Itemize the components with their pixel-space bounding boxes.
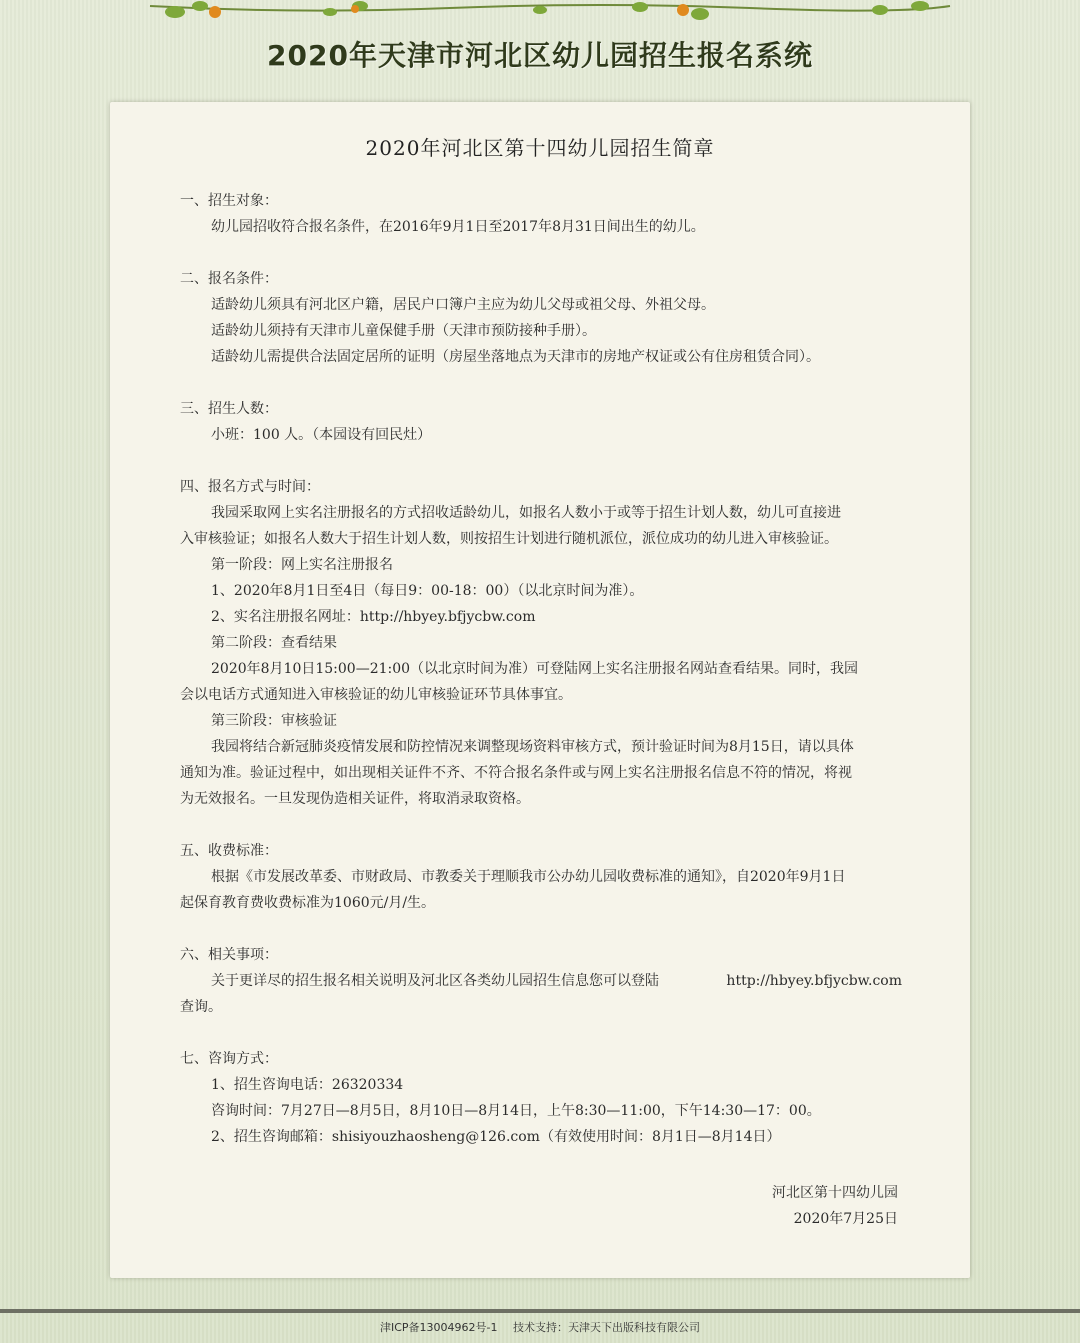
site-title: 2020年天津市河北区幼儿园招生报名系统	[267, 39, 813, 72]
section-text: 1、2020年8月1日至4日（每日9：00-18：00）（以北京时间为准）。	[211, 583, 644, 599]
icp-number[interactable]: 津ICP备13004962号-1	[379, 1321, 498, 1334]
section-text: 幼儿园招收符合报名条件，在2016年9月1日至2017年8月31日间出生的幼儿。	[211, 219, 705, 235]
section-text: 我园采取网上实名注册报名的方式招收适龄幼儿，如报名人数小于或等于招生计划人数，幼儿可直接进	[211, 505, 841, 521]
section-text: 通知为准。验证过程中，如出现相关证件不齐、不符合报名条件或与网上实名注册报名信息不符的情况，将视	[180, 765, 852, 781]
section-text: 入审核验证；如报名人数大于招生计划人数，则按招生计划进行随机派位，派位成功的幼儿进入审核验证。	[180, 531, 838, 547]
section-heading: 四、报名方式与时间：	[180, 479, 320, 495]
contact-phone: 1、招生咨询电话：26320334	[211, 1077, 404, 1093]
contact-hours: 咨询时间：7月27日—8月5日，8月10日—8月14日，上午8:30—11:00，下午14:30—17：00。	[211, 1103, 821, 1119]
section-registration-method	[180, 474, 902, 812]
section-enrollment-target	[180, 188, 902, 240]
section-text-row	[180, 968, 902, 994]
section-heading: 五、收费标准：	[180, 843, 278, 859]
section-text: 小班：100 人。（本园设有回民灶）	[211, 427, 432, 443]
section-text: 起保育教育费收费标准为1060元/月/生。	[180, 895, 436, 911]
section-text: 适龄幼儿需提供合法固定居所的证明（房屋坐落地点为天津市的房地产权证或公有住房租赁合同）。	[211, 349, 820, 365]
contact-email[interactable]: 2、招生咨询邮箱：shisiyouzhaosheng@126.com（有效使用时间：8月1日—8月14日）	[211, 1129, 781, 1145]
stage-heading: 第三阶段：审核验证	[211, 713, 337, 729]
signature-date: 2020年7月25日	[793, 1211, 898, 1227]
section-heading: 七、咨询方式：	[180, 1051, 278, 1067]
section-text: 为无效报名。一旦发现伪造相关证件，将取消录取资格。	[180, 791, 530, 807]
section-heading: 一、招生对象：	[180, 193, 278, 209]
section-text: 查询。	[180, 999, 222, 1015]
stage-heading: 第二阶段：查看结果	[211, 635, 337, 651]
section-requirements	[180, 266, 902, 370]
footer-divider	[0, 1309, 1080, 1313]
signature-org: 河北区第十四幼儿园	[772, 1185, 898, 1201]
section-heading: 六、相关事项：	[180, 947, 278, 963]
section-text: 适龄幼儿须持有天津市儿童保健手册（天津市预防接种手册）。	[211, 323, 596, 339]
section-text: 根据《市发展改革委、市财政局、市教委关于理顺我市公办幼儿园收费标准的通知》，自2020年9月1日	[211, 869, 846, 885]
tech-support: 技术支持：天津天下出版科技有限公司	[513, 1321, 700, 1334]
signature-block	[772, 1180, 898, 1232]
section-contact	[180, 1046, 902, 1150]
section-text: 关于更详尽的招生报名相关说明及河北区各类幼儿园招生信息您可以登陆	[211, 973, 659, 989]
section-text: 我园将结合新冠肺炎疫情发展和防控情况来调整现场资料审核方式，预计验证时间为8月15日，请以具体	[211, 739, 854, 755]
section-text: 2020年8月10日15:00—21:00（以北京时间为准）可登陆网上实名注册报名网站查看结果。同时，我园	[211, 661, 859, 677]
section-quota	[180, 396, 902, 448]
info-url[interactable]: http://hbyey.bfjycbw.com	[726, 973, 902, 989]
notice-paper	[110, 102, 970, 1278]
section-heading: 三、招生人数：	[180, 401, 278, 417]
footer	[0, 1319, 1080, 1335]
floral-vine-decoration	[0, 0, 1080, 30]
section-text: 会以电话方式通知进入审核验证的幼儿审核验证环节具体事宜。	[180, 687, 572, 703]
registration-url[interactable]: 2、实名注册报名网址：http://hbyey.bfjycbw.com	[211, 609, 536, 625]
section-text: 适龄幼儿须具有河北区户籍，居民户口簿户主应为幼儿父母或祖父母、外祖父母。	[211, 297, 715, 313]
document-body	[180, 188, 902, 1176]
section-fees	[180, 838, 902, 916]
stage-heading: 第一阶段：网上实名注册报名	[211, 557, 393, 573]
section-heading: 二、报名条件：	[180, 271, 278, 287]
section-related-matters	[180, 942, 902, 1020]
document-title: 2020年河北区第十四幼儿园招生简章	[365, 136, 715, 160]
